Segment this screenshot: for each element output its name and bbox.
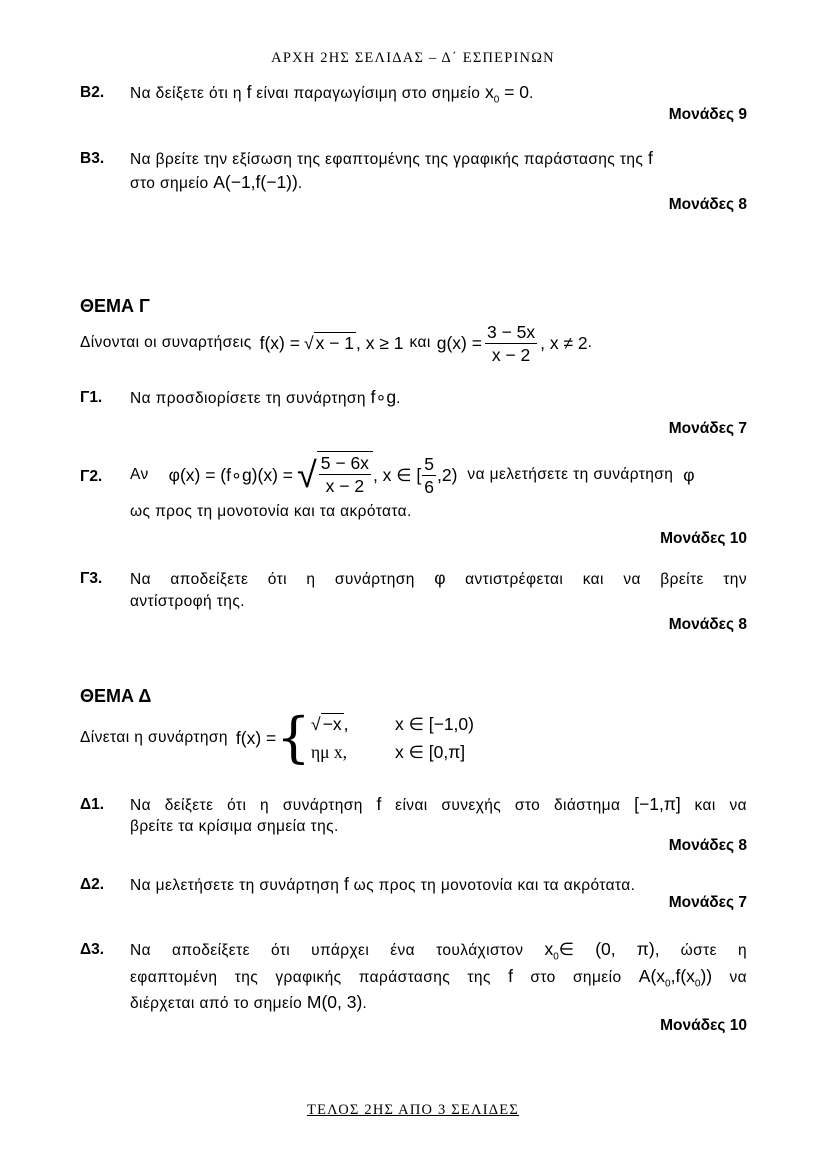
d3-line3 bbox=[130, 992, 367, 1013]
b2-dot: . bbox=[529, 85, 534, 102]
f-condition: , x ≥ 1 bbox=[356, 332, 404, 353]
phi-rad-num: 5 − 6x bbox=[320, 453, 369, 473]
b2-text-a: Να δείξετε ότι η bbox=[130, 85, 242, 102]
phi-rad-den: x − 2 bbox=[325, 476, 365, 496]
d3-label: Δ3. bbox=[80, 941, 105, 958]
g3-line2: αντίστροφή της. bbox=[130, 593, 245, 610]
b3-marks: Μονάδες 8 bbox=[668, 196, 747, 213]
left-brace-icon: { bbox=[276, 706, 312, 769]
case-1-expr: √ −x , bbox=[311, 713, 349, 734]
d3-line1 bbox=[130, 939, 747, 963]
d2-text-b: ως προς τη μονοτονία και τα ακρότατα. bbox=[353, 877, 636, 894]
b3-f: f bbox=[648, 148, 653, 168]
b3-point: Α(−1,f(−1)) bbox=[213, 172, 298, 192]
thema-d-intro-text: Δίνεται η συνάρτηση bbox=[80, 729, 228, 746]
d3-point-sub: 0 bbox=[665, 978, 671, 990]
d1-text-b: είναι συνεχής στο διάστημα bbox=[395, 797, 621, 814]
b2-text bbox=[130, 82, 534, 106]
b2-f: f bbox=[246, 82, 252, 102]
d3-marks: Μονάδες 10 bbox=[660, 1017, 747, 1034]
g3-phi: φ bbox=[434, 568, 446, 588]
b3-line1-text: Να βρείτε την εξίσωση της εφαπτομένης της γραφικής παράστασης της bbox=[130, 151, 644, 168]
case-1-domain: x ∈ [−1,0) bbox=[395, 713, 474, 734]
g3-marks: Μονάδες 8 bbox=[668, 616, 747, 633]
d3-text-b: ώστε η bbox=[680, 942, 747, 959]
b2-text-b: είναι παραγωγίσιμη στο σημείο bbox=[256, 85, 481, 102]
g2-text: να μελετήσετε τη συνάρτηση bbox=[467, 466, 674, 483]
phi-domain-frac bbox=[422, 453, 436, 498]
f-sqrt: √ x − 1 bbox=[303, 332, 354, 353]
b3-line2-text: στο σημείο bbox=[130, 175, 209, 192]
phi-domain-pre: , x ∈ [ bbox=[372, 464, 422, 485]
d1-line1 bbox=[130, 794, 747, 815]
d2-f: f bbox=[343, 874, 349, 894]
kai-text: και bbox=[409, 334, 431, 351]
d1-f: f bbox=[376, 794, 382, 814]
b2-marks: Μονάδες 9 bbox=[668, 106, 747, 123]
case-2-domain: x ∈ [0,π] bbox=[395, 741, 466, 762]
d3-point-mid: ,f(x bbox=[670, 966, 695, 986]
g1-marks: Μονάδες 7 bbox=[668, 420, 747, 437]
thema-g-dot: . bbox=[587, 334, 593, 351]
g-definition-lhs: g(x) = bbox=[436, 332, 482, 353]
d3-point-sub2: 0 bbox=[694, 978, 701, 990]
phi-lhs: φ(x) = (f∘g)(x) = bbox=[168, 464, 293, 485]
phi-domain-den: 6 bbox=[424, 476, 434, 497]
g-numerator: 3 − 5x bbox=[486, 321, 536, 342]
thema-g-intro-text: Δίνονται οι συναρτήσεις bbox=[80, 334, 252, 351]
d3-line3-a: διέρχεται από το σημείο bbox=[130, 995, 303, 1012]
d3-line2-b: στο σημείο bbox=[530, 969, 622, 986]
d3-point-post: )) bbox=[700, 966, 713, 986]
g2-phi: φ bbox=[683, 464, 695, 485]
phi-radicand bbox=[317, 451, 373, 499]
d1-label: Δ1. bbox=[80, 796, 105, 813]
case-1-comma: , bbox=[343, 713, 349, 734]
g2-line2: ως προς τη μονοτονία και τα ακρότατα. bbox=[130, 503, 412, 520]
d1-text-a: Να δείξετε ότι η συνάρτηση bbox=[130, 797, 363, 814]
d1-line2: βρείτε τα κρίσιμα σημεία της. bbox=[130, 818, 339, 835]
f-definition-lhs: f(x) = bbox=[259, 332, 300, 353]
g2-marks: Μονάδες 10 bbox=[660, 530, 747, 547]
b3-line1 bbox=[130, 148, 653, 169]
b2-math bbox=[485, 82, 530, 106]
thema-d-intro bbox=[80, 708, 474, 768]
d3-line2 bbox=[130, 966, 747, 990]
d3-x0-domain: ∈ (0, π), bbox=[558, 939, 660, 959]
g-denominator: x − 2 bbox=[491, 344, 531, 365]
b2-eq: = 0 bbox=[504, 82, 530, 102]
b2-sub: 0 bbox=[493, 94, 500, 106]
page-footer bbox=[0, 1102, 826, 1119]
d3-point-pre: Α(x bbox=[638, 966, 666, 986]
phi-sqrt bbox=[297, 451, 373, 499]
b3-line2 bbox=[130, 172, 303, 193]
g2-label: Γ2. bbox=[80, 468, 103, 485]
thema-g-title: ΘΕΜΑ Γ bbox=[80, 296, 150, 316]
header-text: ΑΡΧΗ 2ΗΣ ΣΕΛΙΔΑΣ – Δ΄ ΕΣΠΕΡΙΝΩΝ bbox=[271, 50, 555, 66]
d2-marks: Μονάδες 7 bbox=[668, 894, 747, 911]
b3-dot: . bbox=[297, 175, 303, 192]
d2-text-a: Να μελετήσετε τη συνάρτηση bbox=[130, 877, 340, 894]
g1-text bbox=[130, 387, 401, 408]
g-fraction bbox=[485, 321, 537, 366]
g-condition: , x ≠ 2 bbox=[540, 332, 588, 353]
g3-text-b: αντιστρέφεται και να βρείτε την bbox=[465, 571, 747, 588]
d3-x: x bbox=[544, 939, 554, 959]
fd-lhs: f(x) = bbox=[235, 727, 277, 748]
page-header bbox=[0, 50, 826, 67]
thema-d-title: ΘΕΜΑ Δ bbox=[80, 686, 152, 706]
g2-line1 bbox=[130, 449, 695, 501]
g3-text-a: Να αποδείξετε ότι η συνάρτηση bbox=[130, 571, 415, 588]
phi-domain-post: ,2) bbox=[436, 464, 458, 485]
piecewise-cases bbox=[311, 710, 474, 766]
g1-label: Γ1. bbox=[80, 389, 103, 406]
case-1 bbox=[311, 710, 474, 738]
d2-label: Δ2. bbox=[80, 876, 105, 893]
d3-text-a: Να αποδείξετε ότι υπάρχει ένα τουλάχιστον bbox=[130, 942, 524, 959]
footer-text: ΤΕΛΟΣ 2ΗΣ ΑΠΟ 3 ΣΕΛΙΔΕΣ bbox=[307, 1102, 519, 1118]
thema-g-intro bbox=[80, 317, 592, 369]
g3-label: Γ3. bbox=[80, 570, 103, 587]
b2-x: x bbox=[485, 82, 494, 102]
d1-interval: [−1,π] bbox=[634, 794, 681, 814]
d3-line2-c: να bbox=[729, 969, 747, 986]
d1-text-c: και να bbox=[694, 797, 747, 814]
d3-x0 bbox=[544, 939, 660, 963]
case-2 bbox=[311, 738, 474, 766]
d3-dot: . bbox=[362, 995, 368, 1012]
d3-point-m: Μ(0, 3) bbox=[306, 992, 363, 1012]
g1-expr: f∘g bbox=[370, 387, 397, 407]
d3-f: f bbox=[508, 966, 514, 986]
g1-text-a: Να προσδιορίσετε τη συνάρτηση bbox=[130, 390, 366, 407]
d3-line2-a: εφαπτομένη της γραφικής παράστασης της bbox=[130, 969, 491, 986]
g2-an: Αν bbox=[130, 466, 149, 483]
d3-point-a bbox=[638, 966, 713, 990]
d1-marks: Μονάδες 8 bbox=[668, 837, 747, 854]
b2-label: Β2. bbox=[80, 84, 105, 101]
f-radicand: x − 1 bbox=[315, 332, 354, 353]
sqrt-sign-icon: √ bbox=[297, 454, 317, 495]
d3-sub: 0 bbox=[553, 951, 559, 963]
phi-domain-num: 5 bbox=[424, 453, 434, 474]
b3-label: Β3. bbox=[80, 150, 105, 167]
case-1-radicand: −x bbox=[322, 713, 342, 734]
d2-line1 bbox=[130, 874, 635, 895]
g1-dot: . bbox=[396, 390, 401, 407]
g3-line1 bbox=[130, 568, 747, 589]
case-2-expr: ημ x, bbox=[311, 741, 348, 762]
